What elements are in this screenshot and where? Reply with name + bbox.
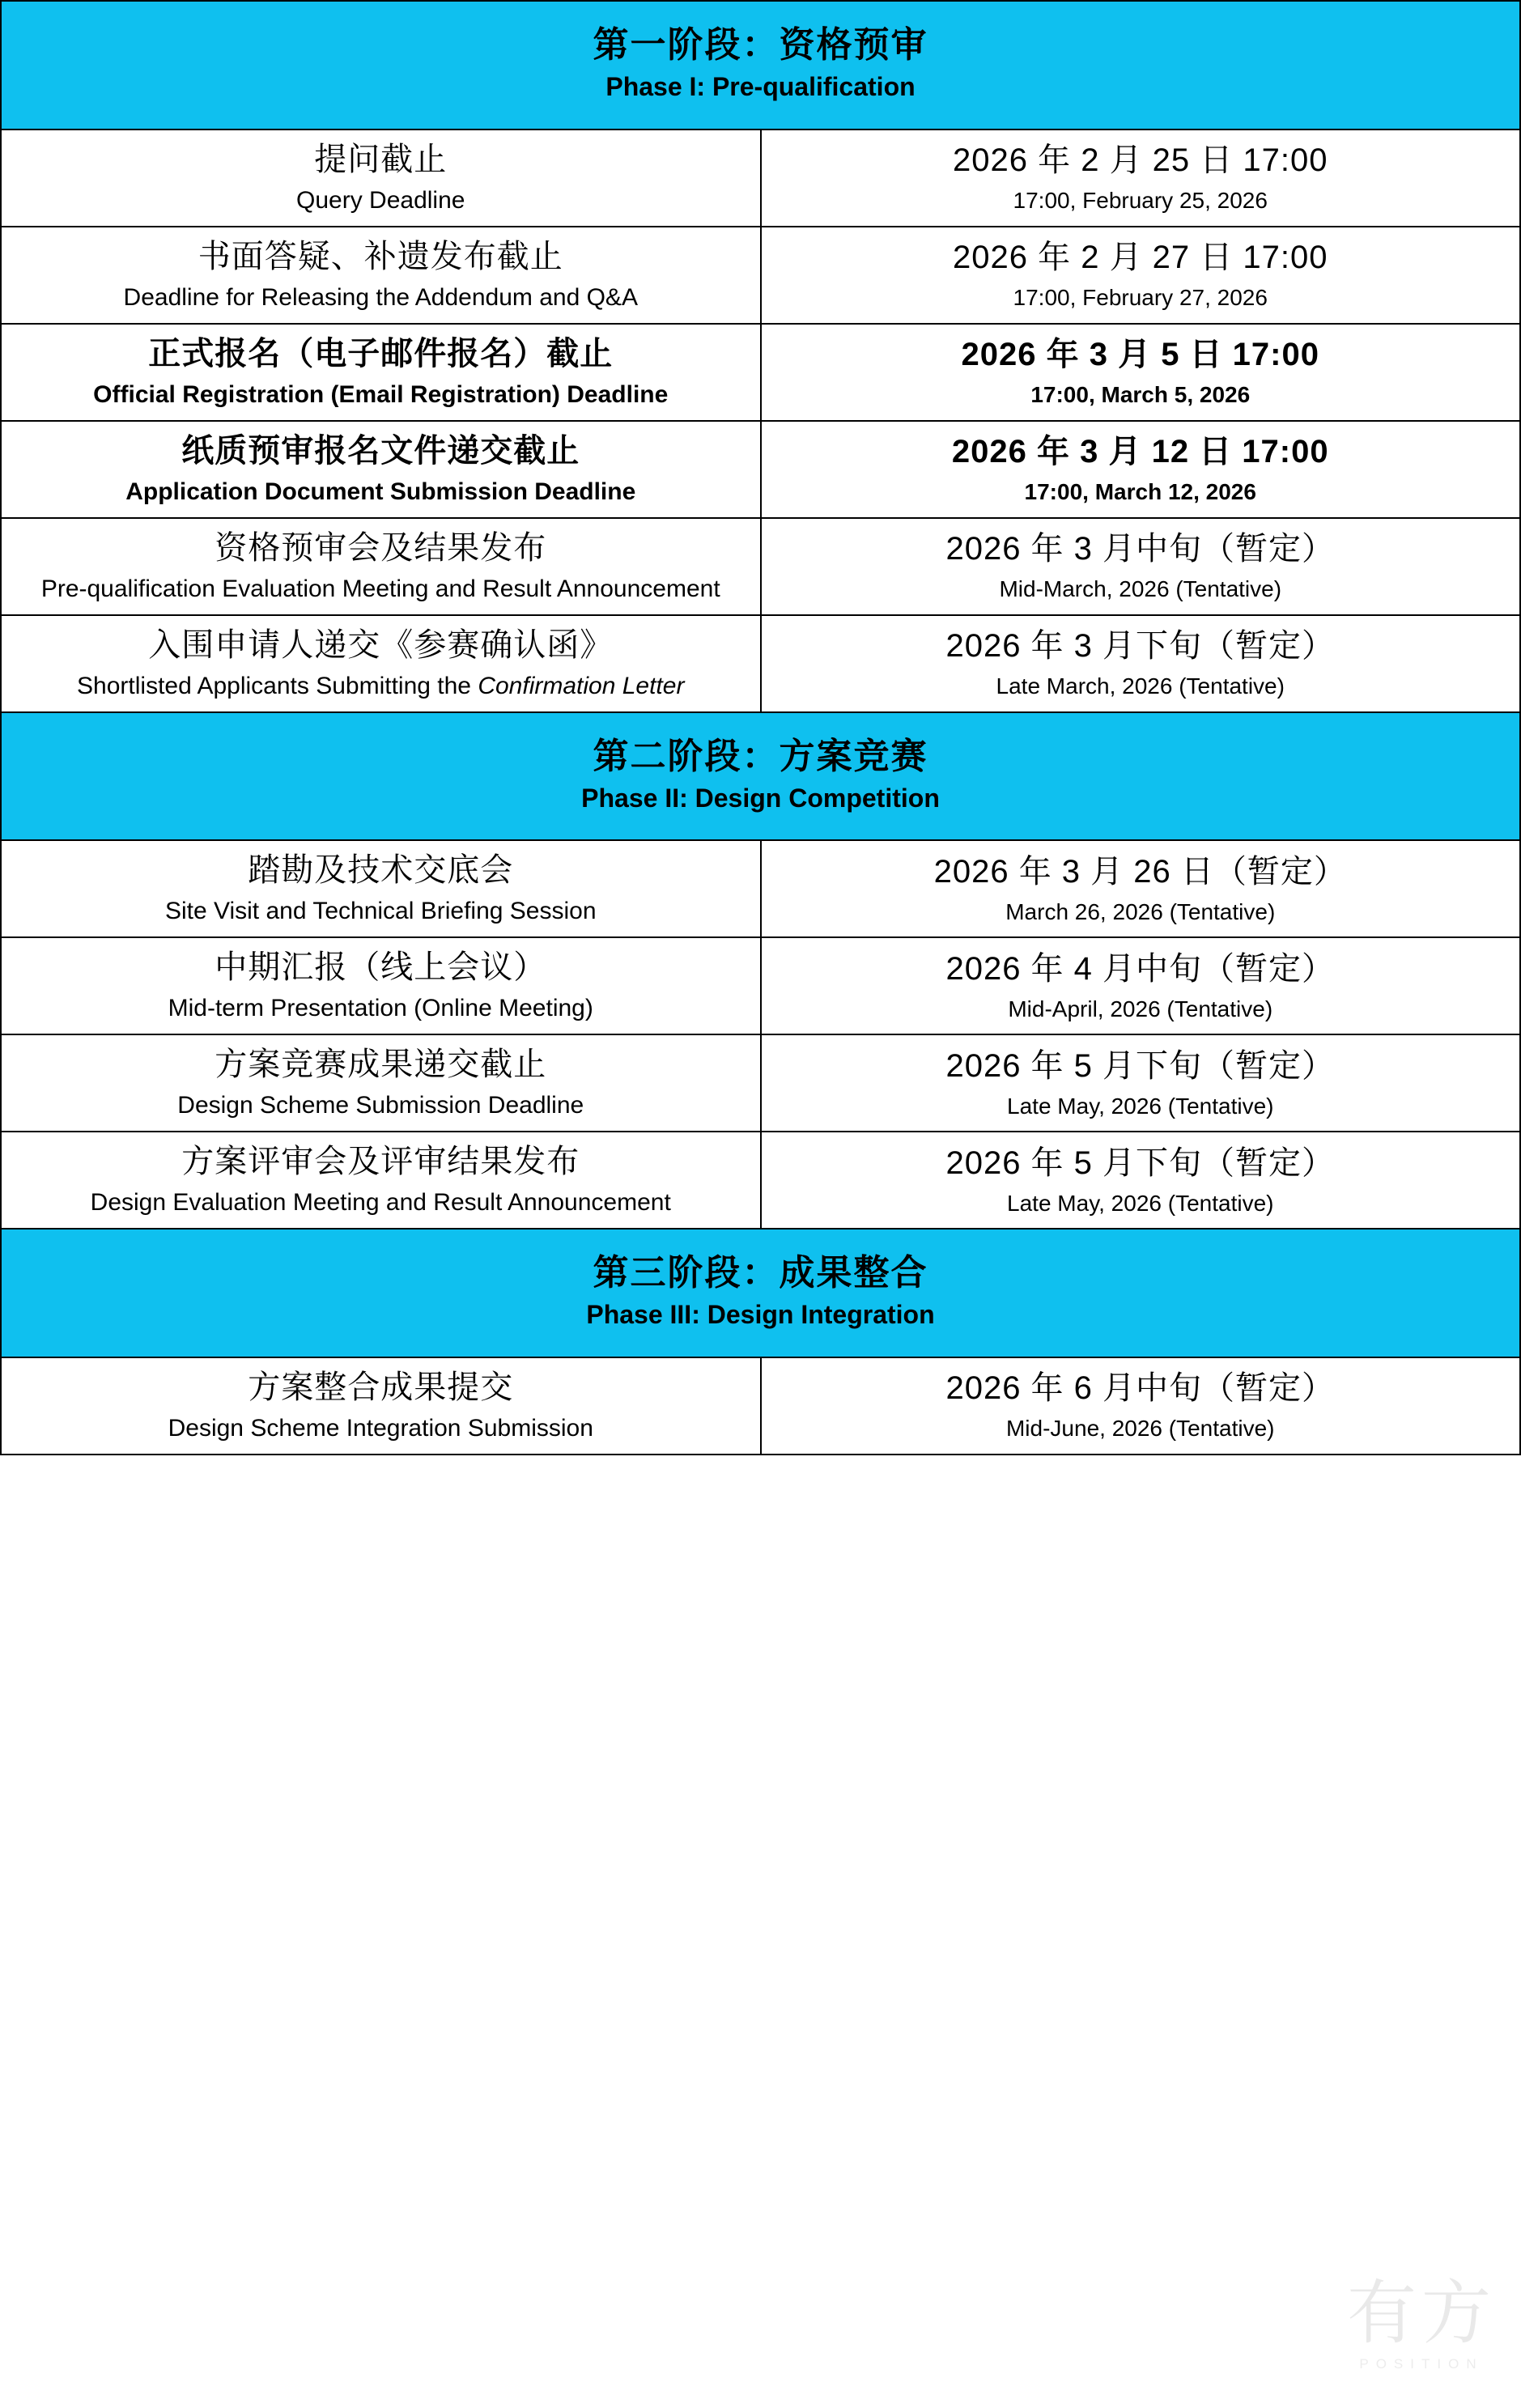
schedule-row — [1, 1034, 1520, 1132]
milestone-date-cn: 2026 年 4 月中旬（暂定） — [945, 950, 1336, 987]
milestone-date-cell — [761, 227, 1521, 324]
milestone-date-cn: 2026 年 5 月下旬（暂定） — [945, 1047, 1336, 1084]
phase-header-row — [1, 1, 1520, 130]
phase-title-cn: 第一阶段：资格预审 — [593, 25, 928, 65]
milestone-date-cell — [761, 840, 1521, 937]
schedule-row — [1, 937, 1520, 1034]
milestone-date-cn: 2026 年 3 月中旬（暂定） — [945, 531, 1336, 567]
milestone-label-en: Design Scheme Submission Deadline — [177, 1092, 584, 1119]
milestone-date-en: Mid-April, 2026 (Tentative) — [1008, 996, 1273, 1021]
milestone-label-en: Mid-term Presentation (Online Meeting) — [168, 995, 593, 1022]
milestone-label-en-prefix: Shortlisted Applicants Submitting the — [77, 672, 478, 699]
milestone-date-cell — [761, 1357, 1521, 1455]
schedule-row — [1, 840, 1520, 937]
milestone-date-en: Late March, 2026 (Tentative) — [996, 673, 1285, 699]
milestone-label-cn: 资格预审会及结果发布 — [215, 529, 547, 566]
milestone-label-cn: 方案整合成果提交 — [248, 1370, 514, 1406]
phase-title-en: Phase III: Design Integration — [586, 1300, 935, 1330]
milestone-label-cn: 正式报名（电子邮件报名）截止 — [148, 335, 614, 372]
milestone-label-cell — [1, 937, 761, 1034]
phase-header-cell — [1, 1, 1520, 130]
milestone-label-cell — [1, 1132, 761, 1229]
milestone-label-cell — [1, 1034, 761, 1132]
schedule-row — [1, 518, 1520, 615]
milestone-date-cell — [761, 518, 1521, 615]
phase-title-en: Phase I: Pre-qualification — [605, 72, 916, 101]
milestone-date-cell — [761, 130, 1521, 227]
milestone-label-en: Deadline for Releasing the Addendum and Q&A — [123, 283, 638, 311]
milestone-label-en: Application Document Submission Deadline — [125, 478, 636, 505]
milestone-label-cn: 入围申请人递交《参赛确认函》 — [148, 626, 614, 663]
milestone-label-cell — [1, 227, 761, 324]
milestone-label-cn: 纸质预审报名文件递交截止 — [181, 432, 580, 469]
schedule-row — [1, 324, 1520, 421]
phase-title-cn: 第三阶段：成果整合 — [593, 1253, 928, 1293]
milestone-date-cell — [761, 937, 1521, 1034]
milestone-label-en — [2, 670, 760, 703]
milestone-label-en: Design Evaluation Meeting and Result Announcement — [90, 1189, 671, 1217]
milestone-date-cn: 2026 年 3 月 5 日 17:00 — [961, 337, 1319, 373]
milestone-label-en: Pre-qualification Evaluation Meeting and Result Announcement — [40, 575, 720, 602]
milestone-label-cell — [1, 518, 761, 615]
milestone-date-en: 17:00, March 12, 2026 — [1024, 479, 1256, 505]
milestone-label-cell — [1, 840, 761, 937]
milestone-date-en: 17:00, February 27, 2026 — [1013, 285, 1268, 311]
milestone-label-en: Query Deadline — [296, 186, 465, 214]
milestone-label-cn: 中期汇报（线上会议） — [215, 949, 547, 986]
schedule-row — [1, 1357, 1520, 1455]
milestone-date-cn: 2026 年 3 月下旬（暂定） — [945, 628, 1336, 665]
watermark — [1336, 2274, 1506, 2400]
schedule-row — [1, 227, 1520, 324]
phase-title-cn: 第二阶段：方案竞赛 — [593, 736, 928, 776]
milestone-label-cn: 踏勘及技术交底会 — [248, 852, 514, 889]
milestone-date-cn: 2026 年 6 月中旬（暂定） — [945, 1370, 1336, 1407]
watermark-logo-cn: 有方 — [1347, 2274, 1496, 2352]
milestone-label-cn: 方案评审会及评审结果发布 — [181, 1144, 580, 1180]
milestone-date-cell — [761, 324, 1521, 421]
milestone-date-cn: 2026 年 3 月 12 日 17:00 — [951, 434, 1329, 470]
milestone-date-cn: 2026 年 2 月 27 日 17:00 — [953, 240, 1328, 276]
milestone-label-en-emphasis: Confirmation Letter — [478, 672, 685, 699]
milestone-date-en: Late May, 2026 (Tentative) — [1007, 1190, 1274, 1216]
milestone-label-cell — [1, 130, 761, 227]
phase-header-cell — [1, 712, 1520, 841]
milestone-label-cn: 书面答疑、补遗发布截止 — [198, 238, 563, 274]
milestone-date-en: March 26, 2026 (Tentative) — [1005, 898, 1276, 924]
milestone-date-en: 17:00, February 25, 2026 — [1013, 188, 1268, 214]
schedule-row — [1, 130, 1520, 227]
milestone-date-en: Mid-June, 2026 (Tentative) — [1005, 1416, 1275, 1442]
schedule-row — [1, 1132, 1520, 1229]
milestone-label-cn: 提问截止 — [314, 141, 448, 177]
milestone-label-cell — [1, 615, 761, 712]
milestone-date-cn: 2026 年 3 月 26 日（暂定） — [933, 853, 1347, 890]
milestone-date-en: Late May, 2026 (Tentative) — [1007, 1093, 1274, 1119]
schedule-row — [1, 615, 1520, 712]
milestone-date-cell — [761, 1132, 1521, 1229]
milestone-label-en: Site Visit and Technical Briefing Session — [164, 898, 597, 925]
milestone-label-cell — [1, 324, 761, 421]
phase-title-en: Phase II: Design Competition — [581, 783, 940, 813]
schedule-row — [1, 421, 1520, 518]
milestone-date-en: 17:00, March 5, 2026 — [1030, 382, 1251, 408]
milestone-label-cell — [1, 1357, 761, 1455]
phase-header-row — [1, 1229, 1520, 1357]
milestone-date-en: Mid-March, 2026 (Tentative) — [999, 576, 1282, 602]
phase-header-cell — [1, 1229, 1520, 1357]
milestone-date-cell — [761, 1034, 1521, 1132]
watermark-logo-en: POSITION — [1359, 2356, 1484, 2372]
milestone-label-cn: 方案竞赛成果递交截止 — [215, 1047, 547, 1083]
milestone-label-cell — [1, 421, 761, 518]
milestone-date-cn: 2026 年 2 月 25 日 17:00 — [953, 142, 1328, 179]
phase-header-row — [1, 712, 1520, 841]
milestone-label-en: Official Registration (Email Registration) Deadline — [93, 380, 669, 408]
milestone-date-cell — [761, 421, 1521, 518]
milestone-date-cn: 2026 年 5 月下旬（暂定） — [945, 1145, 1336, 1181]
milestone-label-en: Design Scheme Integration Submission — [168, 1415, 593, 1442]
milestone-date-cell — [761, 615, 1521, 712]
